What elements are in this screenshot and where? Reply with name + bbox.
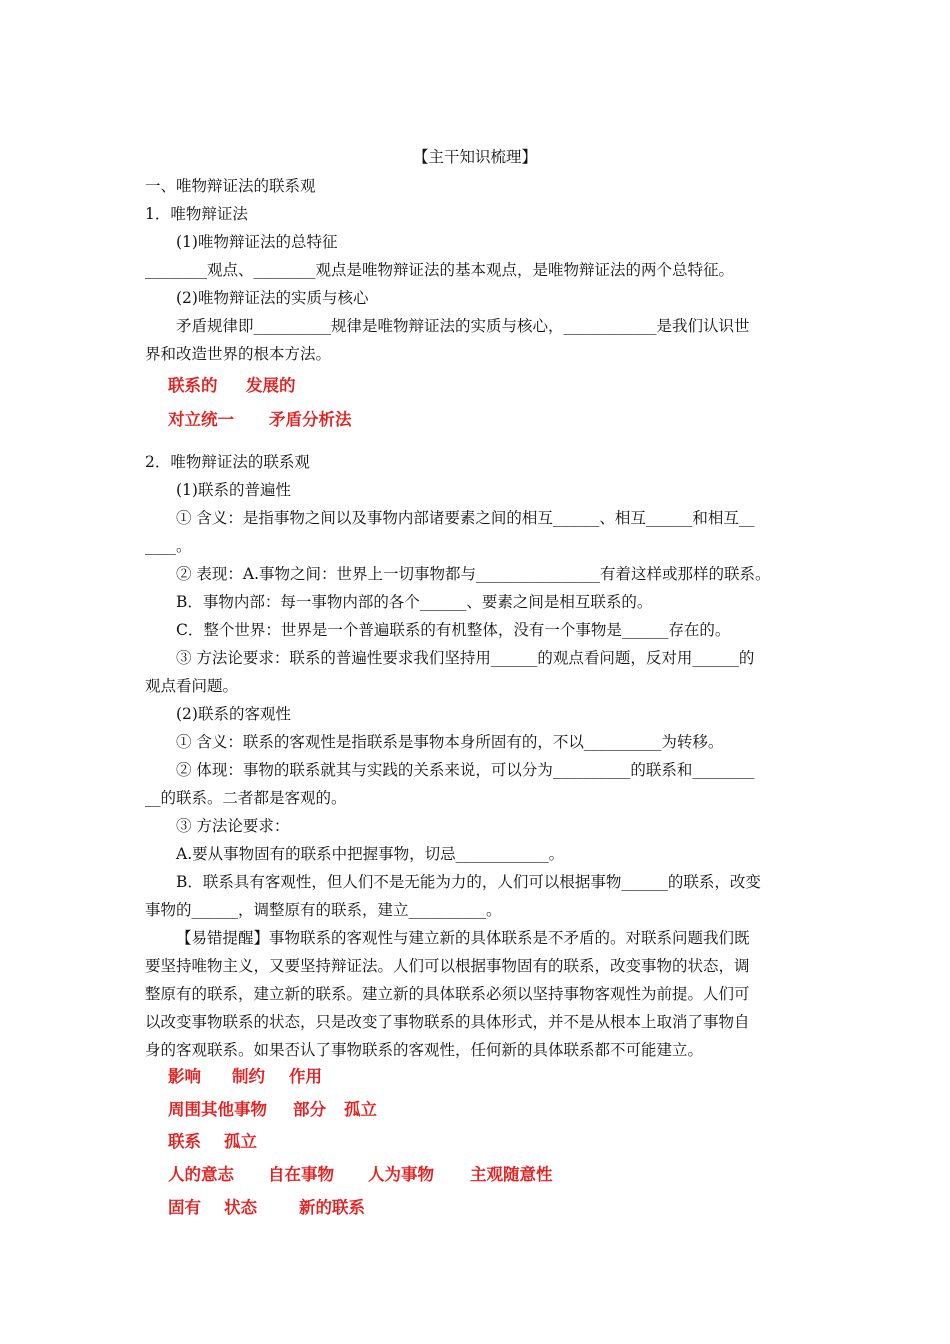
item-heading: (2)唯物辩证法的实质与核心	[176, 289, 369, 307]
text-line: ② 表现：A.事物之间：世界上一切事物都与________________有着这样或那样的联系。	[176, 565, 771, 583]
item-heading: (2)联系的客观性	[176, 705, 291, 723]
answer-text: 人为事物	[368, 1165, 434, 1184]
text-line: __的联系。二者都是客观的。	[145, 789, 347, 807]
answer-text: 周围其他事物	[168, 1100, 267, 1119]
answer-text: 联系的	[168, 376, 218, 395]
answer-text: 矛盾分析法	[269, 410, 352, 429]
text-line: B．联系具有客观性，但人们不是无能为力的，人们可以根据事物______的联系，改变	[176, 873, 761, 891]
text-line: 矛盾规律即__________规律是唯物辩证法的实质与核心，____________是我们认识世	[176, 317, 750, 335]
answer-text: 对立统一	[168, 410, 234, 429]
answer-text: 新的联系	[299, 1198, 365, 1217]
text-line: 以改变事物联系的状态，只是改变了事物联系的具体形式，并不是从根本上取消了事物自	[145, 1013, 750, 1031]
text-line: B．事物内部：每一事物内部的各个______、要素之间是相互联系的。	[176, 593, 653, 611]
text-line: ① 含义：是指事物之间以及事物内部诸要素之间的相互______、相互______和相互__	[176, 509, 755, 527]
answer-text: 部分	[293, 1100, 326, 1119]
answer-text: 固有	[168, 1198, 201, 1217]
text-line: C．整个世界：世界是一个普遍联系的有机整体，没有一个事物是______存在的。	[176, 621, 731, 639]
text-line: ____。	[145, 537, 192, 555]
section-title: 【主干知识梳理】	[412, 148, 537, 166]
answer-row	[168, 409, 352, 431]
answer-row	[168, 1066, 322, 1088]
text-line: ① 含义：联系的客观性是指联系是事物本身所固有的，不以__________为转移。	[176, 733, 724, 751]
answer-row	[168, 1164, 553, 1186]
answer-text: 孤立	[224, 1132, 257, 1151]
text-line: ③ 方法论要求：联系的普遍性要求我们坚持用______的观点看问题，反对用______的	[176, 649, 755, 667]
answer-text: 自在事物	[268, 1165, 334, 1184]
answer-row	[168, 375, 296, 397]
text-line: 身的客观联系。如果否认了事物联系的客观性，任何新的具体联系都不可能建立。	[145, 1041, 704, 1059]
answer-text: 发展的	[246, 376, 296, 395]
answer-text: 主观随意性	[470, 1165, 553, 1184]
text-line: 界和改造世界的根本方法。	[145, 345, 332, 363]
text-line: 事物的______，调整原有的联系，建立__________。	[145, 901, 502, 919]
answer-row	[168, 1197, 365, 1219]
item-heading: (1)唯物辩证法的总特征	[176, 233, 338, 251]
answer-text: 联系	[168, 1132, 201, 1151]
answer-text: 孤立	[344, 1100, 377, 1119]
answer-text: 制约	[232, 1067, 265, 1086]
answer-row	[168, 1099, 377, 1121]
heading-1: 一、唯物辩证法的联系观	[145, 177, 316, 195]
text-line: 要坚持唯物主义，又要坚持辩证法。人们可以根据事物固有的联系，改变事物的状态，调	[145, 957, 750, 975]
answer-text: 状态	[224, 1198, 257, 1217]
subheading: 1．唯物辩证法	[145, 205, 248, 223]
text-line: A.要从事物固有的联系中把握事物，切忌____________。	[176, 845, 565, 863]
text-line: ________观点、________观点是唯物辩证法的基本观点，是唯物辩证法的两个总特征。	[145, 261, 735, 279]
text-line: 整原有的联系，建立新的联系。建立新的具体联系必须以坚持事物客观性为前提。人们可	[145, 985, 750, 1003]
text-line: ③ 方法论要求：	[176, 817, 290, 835]
answer-text: 人的意志	[168, 1165, 234, 1184]
answer-row	[168, 1131, 257, 1153]
text-line: 【易错提醒】事物联系的客观性与建立新的具体联系是不矛盾的。对联系问题我们既	[176, 929, 750, 947]
answer-text: 影响	[168, 1067, 201, 1086]
text-line: ② 体现：事物的联系就其与实践的关系来说，可以分为__________的联系和________	[176, 761, 755, 779]
subheading: 2．唯物辩证法的联系观	[145, 453, 310, 471]
text-line: 观点看问题。	[145, 677, 239, 695]
answer-text: 作用	[289, 1067, 322, 1086]
item-heading: (1)联系的普遍性	[176, 481, 291, 499]
